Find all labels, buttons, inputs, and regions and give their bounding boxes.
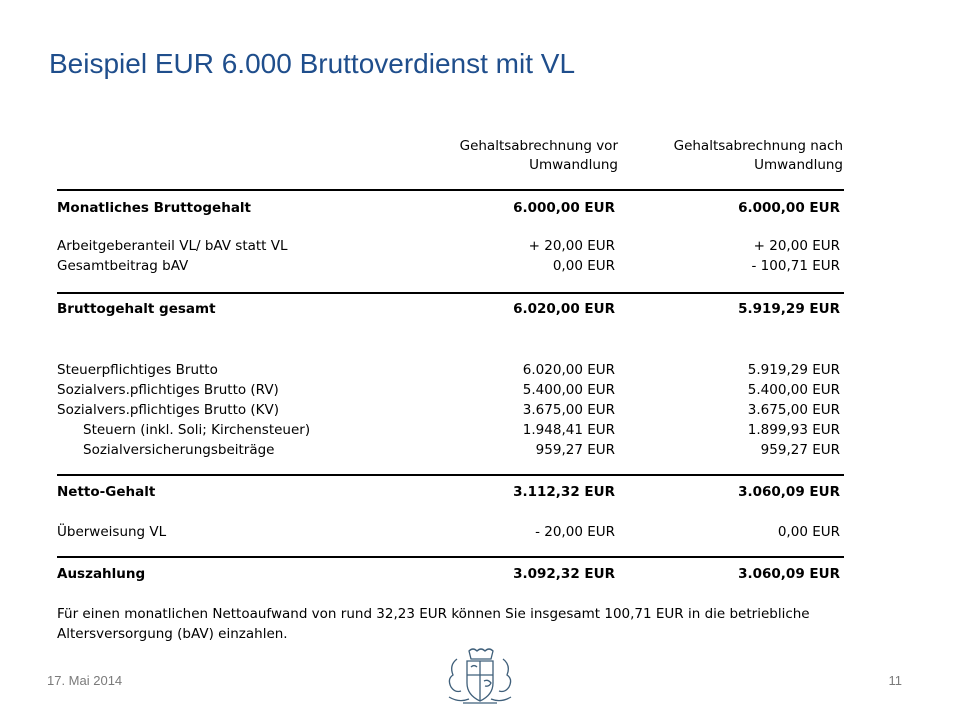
table-row — [57, 361, 844, 380]
value-before: + 20,00 EUR — [528, 238, 615, 254]
table-row — [57, 441, 844, 460]
value-before: 6.020,00 EUR — [522, 362, 615, 378]
table-row — [57, 300, 844, 319]
value-before: - 20,00 EUR — [535, 524, 615, 540]
row-label: Steuerpflichtiges Brutto — [57, 362, 218, 378]
column-header-after-line2: Umwandlung — [754, 157, 843, 173]
row-label: Steuern (inkl. Soli; Kirchensteuer) — [83, 422, 311, 438]
row-label: Netto-Gehalt — [57, 484, 156, 500]
table-divider — [57, 292, 844, 294]
table-divider — [57, 474, 844, 476]
summary-note-line1: Für einen monatlichen Nettoaufwand von rund 32,23 EUR können Sie insgesamt 100,71 EUR in die betriebliche — [57, 606, 810, 622]
table-row — [57, 237, 844, 256]
column-header-after-line1: Gehaltsabrechnung nach — [673, 138, 843, 154]
summary-note-line2: Altersversorgung (bAV) einzahlen. — [57, 626, 288, 642]
column-header-before — [460, 137, 618, 175]
value-after: 3.060,09 EUR — [738, 484, 840, 500]
row-label: Arbeitgeberanteil VL/ bAV statt VL — [57, 238, 288, 254]
value-after: 3.060,09 EUR — [738, 566, 840, 582]
company-crest-logo — [443, 645, 517, 707]
slide-title: Beispiel EUR 6.000 Bruttoverdienst mit VL — [49, 48, 576, 79]
table-divider — [57, 189, 844, 191]
table-row — [57, 523, 844, 542]
table-row — [57, 401, 844, 420]
value-before: 0,00 EUR — [552, 258, 615, 274]
value-after: 0,00 EUR — [777, 524, 840, 540]
row-label: Bruttogehalt gesamt — [57, 301, 216, 317]
column-header-before-line1: Gehaltsabrechnung vor — [459, 138, 618, 154]
value-before: 6.000,00 EUR — [513, 200, 615, 216]
table-divider — [57, 556, 844, 558]
value-after: 5.919,29 EUR — [738, 301, 840, 317]
row-label: Sozialversicherungsbeiträge — [83, 442, 275, 458]
value-after: 1.899,93 EUR — [747, 422, 840, 438]
column-header-before-line2: Umwandlung — [529, 157, 618, 173]
value-before: 3.092,32 EUR — [513, 566, 615, 582]
summary-note — [57, 604, 877, 644]
table-row — [57, 483, 844, 502]
value-after: 3.675,00 EUR — [747, 402, 840, 418]
value-after: - 100,71 EUR — [751, 258, 840, 274]
value-before: 5.400,00 EUR — [522, 382, 615, 398]
table-row — [57, 199, 844, 218]
value-before: 6.020,00 EUR — [513, 301, 615, 317]
row-label: Überweisung VL — [57, 524, 167, 540]
row-label: Auszahlung — [57, 566, 146, 582]
value-before: 1.948,41 EUR — [522, 422, 615, 438]
page-number: 11 — [888, 673, 902, 688]
column-header-after — [674, 137, 843, 175]
value-after: 5.919,29 EUR — [747, 362, 840, 378]
table-row — [57, 421, 844, 440]
value-after: 5.400,00 EUR — [747, 382, 840, 398]
table-row — [57, 381, 844, 400]
table-row — [57, 257, 844, 276]
footer-date: 17. Mai 2014 — [47, 673, 123, 688]
value-before: 3.112,32 EUR — [513, 484, 615, 500]
value-after: + 20,00 EUR — [753, 238, 840, 254]
value-after: 6.000,00 EUR — [738, 200, 840, 216]
value-after: 959,27 EUR — [760, 442, 840, 458]
value-before: 3.675,00 EUR — [522, 402, 615, 418]
table-row — [57, 565, 844, 584]
row-label: Monatliches Bruttogehalt — [57, 200, 252, 216]
row-label: Sozialvers.pflichtiges Brutto (RV) — [57, 382, 279, 398]
value-before: 959,27 EUR — [535, 442, 615, 458]
row-label: Gesamtbeitrag bAV — [57, 258, 189, 274]
row-label: Sozialvers.pflichtiges Brutto (KV) — [57, 402, 280, 418]
